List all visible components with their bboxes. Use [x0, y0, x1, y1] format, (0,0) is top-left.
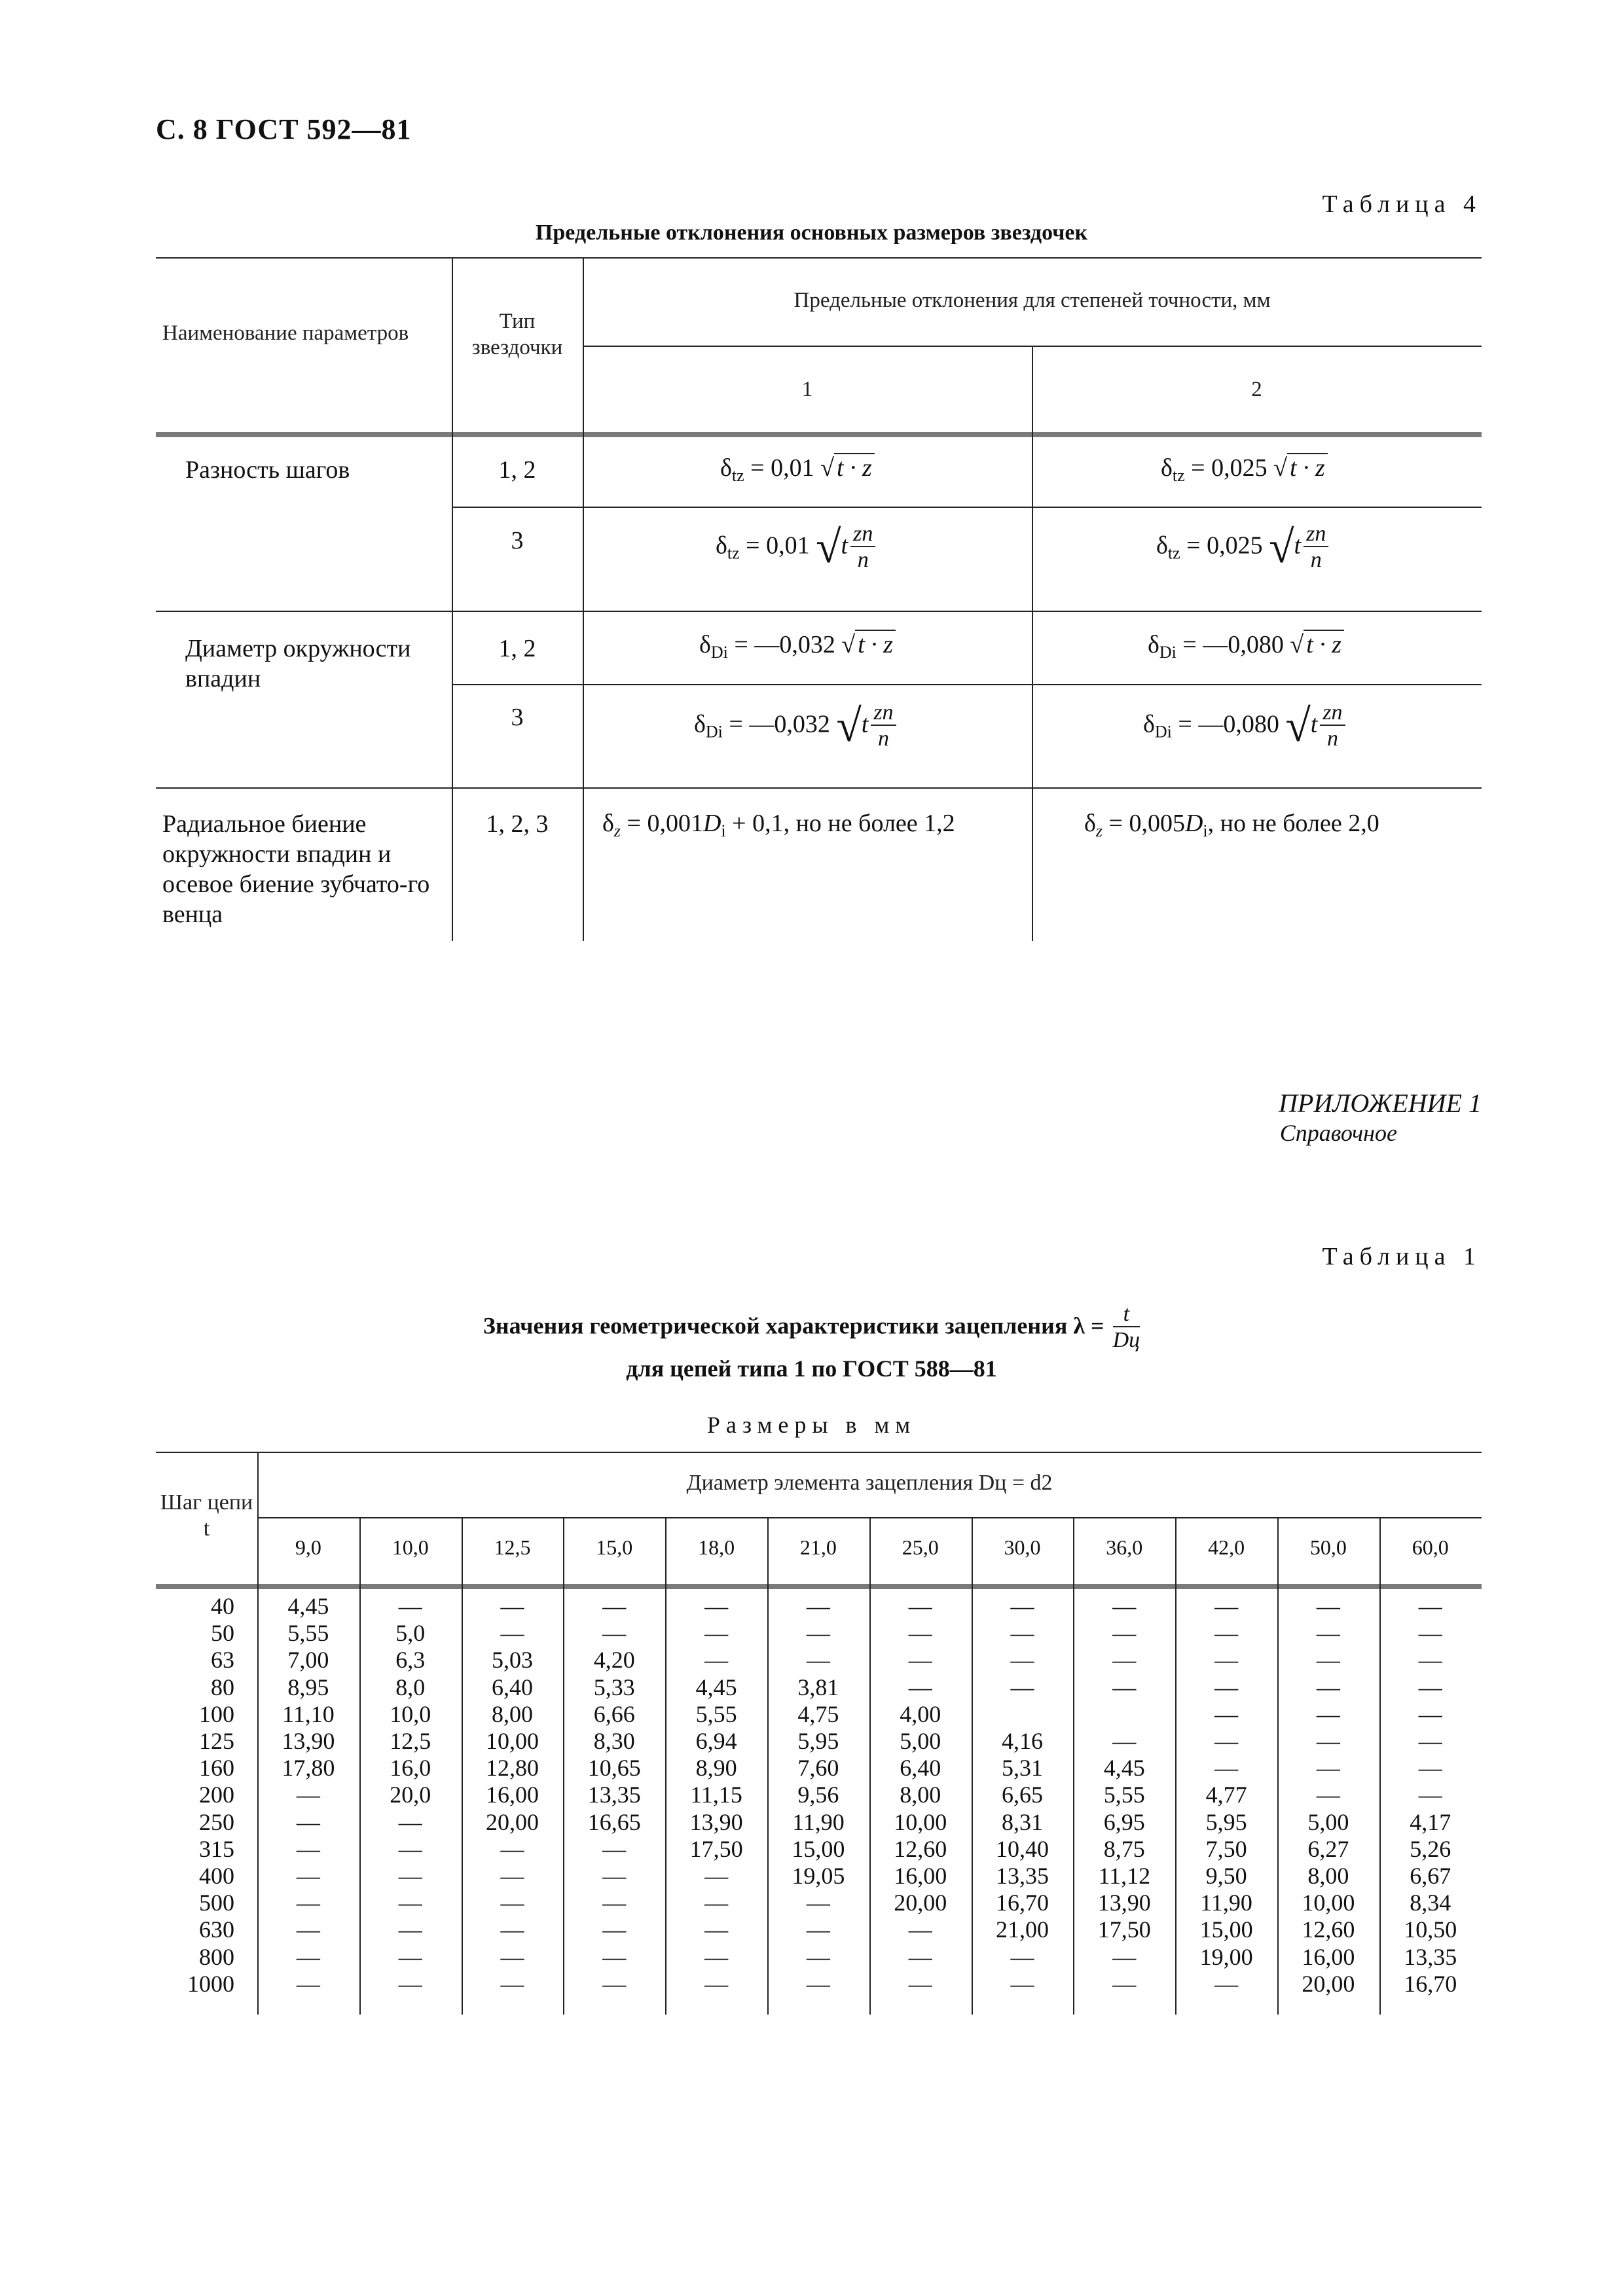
table-cell: 7,60 — [797, 1755, 839, 1782]
table-cell: 16,00 — [1302, 1943, 1355, 1970]
table-cell: — — [500, 1890, 524, 1916]
rule — [452, 257, 453, 941]
table-cell: 19,05 — [792, 1863, 845, 1889]
table-cell: 16,00 — [485, 1782, 539, 1808]
rule — [452, 684, 1482, 685]
table-cell: — — [1010, 1620, 1034, 1647]
rule — [156, 432, 1482, 437]
table-cell: 5,95 — [1205, 1808, 1247, 1835]
table4-label: Таблица 4 — [1322, 190, 1482, 218]
table-cell: 13,35 — [587, 1782, 641, 1808]
table-cell: 5,55 — [1103, 1782, 1145, 1808]
diameter-header: 10,0 — [392, 1535, 429, 1559]
step-value: 800 — [199, 1943, 234, 1970]
table-cell: — — [1418, 1782, 1442, 1808]
table-cell: 8,00 — [491, 1700, 533, 1727]
table-cell: — — [500, 1620, 524, 1647]
table-cell: — — [1316, 1728, 1340, 1754]
table-cell: — — [704, 1890, 729, 1916]
degree-1-header: 1 — [801, 378, 813, 401]
table-cell: 6,66 — [593, 1700, 635, 1727]
table-cell: — — [1214, 1755, 1239, 1782]
table-cell: — — [1316, 1782, 1340, 1808]
table-cell: 4,77 — [1205, 1782, 1247, 1808]
step-value: 50 — [211, 1620, 234, 1647]
table-cell: — — [398, 1970, 422, 1997]
diameter-header: 12,5 — [494, 1535, 531, 1559]
table-cell: 12,5 — [390, 1728, 431, 1754]
table-cell: — — [704, 1943, 729, 1970]
table-cell: 6,3 — [395, 1647, 426, 1674]
col-type-header: Тип звездочки — [471, 310, 563, 359]
table-cell: — — [1112, 1728, 1137, 1754]
degree-2-header: 2 — [1251, 378, 1262, 401]
rule — [156, 611, 1482, 612]
table-cell: 16,0 — [390, 1755, 431, 1782]
table-cell: 12,80 — [485, 1755, 539, 1782]
table-cell: 5,55 — [287, 1620, 329, 1647]
table-cell: — — [296, 1890, 320, 1916]
steps-column — [156, 1593, 234, 1998]
table-cell: 16,00 — [894, 1863, 947, 1889]
table-cell: — — [704, 1620, 729, 1647]
table-cell: — — [296, 1782, 320, 1808]
table-cell: 8,0 — [395, 1674, 426, 1700]
table-cell: 9,56 — [797, 1782, 839, 1808]
table-cell: — — [704, 1593, 729, 1619]
formula-r2b-d1: $\delta_{Di}$ = —0,032 √t $\frac{zn}{n}$ — [694, 701, 896, 752]
table-cell: 5,95 — [797, 1728, 839, 1754]
table-cell: — — [500, 1593, 524, 1619]
appendix-title: ПРИЛОЖЕНИЕ 1 — [1279, 1088, 1482, 1118]
rule — [583, 257, 584, 941]
table-cell: — — [1214, 1593, 1239, 1619]
step-value: 200 — [199, 1782, 234, 1808]
table-cell: — — [1418, 1674, 1442, 1700]
table-cell: — — [398, 1863, 422, 1889]
table-cell: — — [500, 1916, 524, 1943]
table-cell: — — [1112, 1970, 1137, 1997]
diameter-header: 42,0 — [1208, 1535, 1245, 1559]
table-cell: — — [398, 1943, 422, 1970]
table-cell: — — [704, 1647, 729, 1674]
table-cell: 11,90 — [1200, 1890, 1252, 1916]
table-cell: — — [1316, 1755, 1340, 1782]
table-cell: — — [1418, 1620, 1442, 1647]
table-cell: 13,90 — [282, 1728, 335, 1754]
rule — [156, 787, 1482, 789]
table-cell: 17,50 — [689, 1835, 743, 1862]
col-param-header: Наименование параметров — [162, 321, 409, 345]
table-cell: 5,33 — [593, 1674, 635, 1700]
table-cell: 6,40 — [491, 1674, 533, 1700]
table-cell: 6,40 — [900, 1755, 941, 1782]
table-cell: — — [806, 1970, 830, 1997]
table-cell: — — [398, 1808, 422, 1835]
diameter-header: 25,0 — [902, 1535, 939, 1559]
col-diam-header: Диаметр элемента зацепления Dц = d2 — [686, 1471, 1053, 1495]
col-step-header: Шаг цепи t — [160, 1490, 253, 1541]
table-cell: 13,90 — [1097, 1890, 1151, 1916]
table-cell: — — [1010, 1943, 1034, 1970]
table-cell: 5,31 — [1001, 1755, 1043, 1782]
table-cell: 10,65 — [587, 1755, 641, 1782]
table-cell: — — [1010, 1647, 1034, 1674]
table-cell: — — [908, 1674, 932, 1700]
table-cell: — — [1418, 1700, 1442, 1727]
table-cell: 17,50 — [1097, 1916, 1151, 1943]
table-cell: 6,94 — [695, 1728, 737, 1754]
type-cell: 1, 2 — [498, 456, 536, 484]
table-cell: — — [1010, 1674, 1034, 1700]
table-cell: — — [398, 1916, 422, 1943]
table4 — [156, 257, 1482, 941]
table-cell: 7,50 — [1205, 1835, 1247, 1862]
table-cell: 8,30 — [593, 1728, 635, 1754]
table-cell: — — [908, 1620, 932, 1647]
table-cell: — — [602, 1835, 627, 1862]
table-cell: — — [1214, 1620, 1239, 1647]
table-cell: — — [296, 1916, 320, 1943]
table-cell: — — [1112, 1593, 1137, 1619]
table-cell: — — [602, 1890, 627, 1916]
table-cell: — — [806, 1647, 830, 1674]
table-cell: — — [602, 1970, 627, 1997]
table-cell: — — [806, 1943, 830, 1970]
table-cell: — — [1112, 1647, 1137, 1674]
table-cell: — — [1214, 1700, 1239, 1727]
table-cell: — — [500, 1943, 524, 1970]
table-cell: — — [1010, 1593, 1034, 1619]
table-cell: — — [602, 1620, 627, 1647]
table-cell: — — [602, 1943, 627, 1970]
table-cell: 16,70 — [995, 1890, 1049, 1916]
table-cell: 11,12 — [1098, 1863, 1151, 1889]
formula-r3-d1: $\delta_z = 0,001D_i + 0,1$, но не более 1,2 — [602, 810, 955, 840]
table-cell: 10,00 — [485, 1728, 539, 1754]
table-cell: 9,50 — [1205, 1863, 1247, 1889]
param-root-diameter: Диаметр окружности впадин — [185, 635, 411, 692]
step-value: 400 — [199, 1863, 234, 1890]
table1-label: Таблица 1 — [1322, 1243, 1482, 1270]
page-header: С. 8 ГОСТ 592—81 — [156, 113, 412, 145]
table-cell: 3,81 — [797, 1674, 839, 1700]
table-cell: 16,65 — [587, 1808, 641, 1835]
table-cell: 8,95 — [287, 1674, 329, 1700]
table-cell: 19,00 — [1199, 1943, 1253, 1970]
step-value: 40 — [211, 1593, 234, 1619]
table-cell: 10,40 — [995, 1835, 1049, 1862]
table-cell: 10,50 — [1404, 1916, 1457, 1943]
table-cell: — — [704, 1970, 729, 1997]
table-cell: — — [1316, 1620, 1340, 1647]
table-cell: 4,16 — [1001, 1728, 1043, 1754]
formula-r1b-d2: $\delta_{tz} = 0,025$ √t $\frac{zn}{n}$ — [1156, 522, 1328, 573]
table-cell: — — [908, 1916, 932, 1943]
formula-r2a-d1: $\delta_{Di}$ = —0,032 √ t · z — [699, 630, 896, 662]
step-value: 125 — [199, 1728, 234, 1755]
table-cell: 5,26 — [1410, 1835, 1451, 1862]
type-cell: 3 — [511, 527, 524, 554]
table-cell: — — [398, 1835, 422, 1862]
table-cell: — — [296, 1808, 320, 1835]
table1 — [156, 1452, 1482, 2015]
table-cell: — — [1316, 1700, 1340, 1727]
table-cell: 6,95 — [1103, 1808, 1145, 1835]
step-value: 63 — [211, 1647, 234, 1674]
diameter-header: 30,0 — [1004, 1535, 1041, 1559]
table-cell: — — [806, 1620, 830, 1647]
type-cell: 3 — [511, 704, 524, 731]
table-cell: 10,0 — [390, 1700, 431, 1727]
step-value: 315 — [199, 1835, 234, 1862]
step-value: 80 — [211, 1674, 234, 1700]
table-cell: 11,90 — [792, 1808, 845, 1835]
table-cell: 4,45 — [695, 1674, 737, 1700]
table1-title-line2: для цепей типа 1 по ГОСТ 588—81 — [626, 1355, 997, 1382]
table-cell: — — [296, 1943, 320, 1970]
formula-r1a-d2: $\delta_{tz} = 0,025$ √ t · z — [1161, 454, 1328, 486]
table-cell: 5,0 — [395, 1620, 426, 1647]
step-value: 630 — [199, 1916, 234, 1943]
table-cell: — — [500, 1970, 524, 1997]
type-cell: 1, 2, 3 — [486, 810, 549, 838]
table-cell: 10,00 — [1302, 1890, 1355, 1916]
table-cell: — — [806, 1916, 830, 1943]
diameter-header: 36,0 — [1106, 1535, 1143, 1559]
table-cell: 5,00 — [900, 1728, 941, 1754]
param-runout: Радиальное биение окружности впадин и осевое биение зубчато-го венца — [162, 810, 430, 928]
table-cell: 15,00 — [792, 1835, 845, 1862]
table-cell: 13,35 — [995, 1863, 1049, 1889]
table-cell: 17,80 — [282, 1755, 335, 1782]
table-cell: — — [908, 1647, 932, 1674]
step-value: 250 — [199, 1808, 234, 1835]
table-cell: 8,00 — [900, 1782, 941, 1808]
diameter-header: 15,0 — [596, 1535, 633, 1559]
formula-r2a-d2: $\delta_{Di}$ = —0,080 √ t · z — [1148, 630, 1344, 662]
table-cell: — — [908, 1593, 932, 1619]
table-cell: 12,60 — [894, 1835, 947, 1862]
table-cell: — — [806, 1890, 830, 1916]
formula-r1a-d1: $\delta_{tz} = 0,01$ √ t · z — [720, 454, 875, 486]
table-cell: 4,17 — [1410, 1808, 1451, 1835]
table-cell: — — [1316, 1647, 1340, 1674]
table-cell: — — [908, 1943, 932, 1970]
table-cell: 16,70 — [1404, 1970, 1457, 1997]
table-cell: 8,90 — [695, 1755, 737, 1782]
table-cell: 20,00 — [894, 1890, 947, 1916]
table-cell: — — [1214, 1647, 1239, 1674]
table-cell: — — [1214, 1674, 1239, 1700]
table-cell: — — [296, 1970, 320, 1997]
table-cell: 5,00 — [1307, 1808, 1349, 1835]
rule — [156, 257, 1482, 259]
table-cell: 13,35 — [1404, 1943, 1457, 1970]
table-cell: 4,45 — [1103, 1755, 1145, 1782]
table-cell: — — [1316, 1674, 1340, 1700]
table-cell: — — [1112, 1674, 1137, 1700]
table-cell: 4,45 — [287, 1593, 329, 1619]
table-cell: 15,00 — [1199, 1916, 1253, 1943]
table-cell: — — [602, 1916, 627, 1943]
table-cell: 8,31 — [1001, 1808, 1043, 1835]
step-value: 160 — [199, 1755, 234, 1782]
diameter-header: 50,0 — [1309, 1535, 1347, 1559]
table-cell: — — [500, 1835, 524, 1862]
diameter-header: 60,0 — [1412, 1535, 1449, 1559]
rule — [452, 507, 1482, 508]
table-cell: 4,75 — [797, 1700, 839, 1727]
table-cell: 6,27 — [1307, 1835, 1349, 1862]
rule — [1032, 346, 1033, 941]
table-cell: 11,10 — [282, 1700, 335, 1727]
table-cell: 8,75 — [1103, 1835, 1145, 1862]
table4-title: Предельные отклонения основных размеров звездочек — [535, 221, 1088, 245]
table-cell: — — [1214, 1970, 1239, 1997]
table-cell: 5,03 — [491, 1647, 533, 1674]
table-cell: 12,60 — [1302, 1916, 1355, 1943]
table-cell: — — [704, 1916, 729, 1943]
table-cell: — — [500, 1863, 524, 1889]
table-cell: — — [296, 1835, 320, 1862]
diameter-header: 18,0 — [698, 1535, 735, 1559]
table-cell: 10,00 — [894, 1808, 947, 1835]
param-step-diff: Разность шагов — [185, 456, 350, 484]
rule — [156, 1452, 1482, 1453]
table-cell: — — [1418, 1647, 1442, 1674]
table-cell: — — [398, 1593, 422, 1619]
table-cell: 20,00 — [1302, 1970, 1355, 1997]
formula-r2b-d2: $\delta_{Di}$ = —0,080 √t $\frac{zn}{n}$ — [1143, 701, 1345, 752]
table1-title: Значения геометрической характеристики зацепления λ = $\frac{t}{Dц}$ — [483, 1302, 1140, 1352]
rule — [156, 1584, 1482, 1589]
table-cell: 8,00 — [1307, 1863, 1349, 1889]
table-cell: — — [908, 1970, 932, 1997]
table-cell: — — [1316, 1593, 1340, 1619]
table-cell: — — [1112, 1620, 1137, 1647]
appendix-subtitle: Справочное — [1279, 1120, 1397, 1146]
table-cell: — — [1418, 1593, 1442, 1619]
table-cell: 4,00 — [900, 1700, 941, 1727]
table-cell: — — [1418, 1755, 1442, 1782]
col-dev-header: Предельные отклонения для степеней точности, мм — [793, 289, 1271, 312]
table-cell: — — [1010, 1970, 1034, 1997]
diameter-header: 9,0 — [295, 1535, 321, 1559]
table-cell: — — [296, 1863, 320, 1889]
table-cell: 6,67 — [1410, 1863, 1451, 1889]
table-cell: 4,20 — [593, 1647, 635, 1674]
step-value: 100 — [199, 1700, 234, 1727]
table-cell: 20,00 — [485, 1808, 539, 1835]
table-cell: — — [1112, 1943, 1137, 1970]
units-caption: Размеры в мм — [706, 1412, 917, 1438]
diameter-header: 21,0 — [799, 1535, 837, 1559]
table-cell: 8,34 — [1410, 1890, 1451, 1916]
table-cell: 20,0 — [390, 1782, 431, 1808]
table-cell: — — [1418, 1728, 1442, 1754]
formula-r3-d2: $\delta_z = 0,005D_i$, но не более 2,0 — [1084, 810, 1379, 840]
table-cell: 7,00 — [287, 1647, 329, 1674]
table-cell: — — [602, 1593, 627, 1619]
table-cell: — — [398, 1890, 422, 1916]
table-cell: 11,15 — [690, 1782, 742, 1808]
table-cell: — — [806, 1593, 830, 1619]
table-cell: — — [1214, 1728, 1239, 1754]
table-cell: — — [704, 1863, 729, 1889]
type-cell: 1, 2 — [498, 635, 536, 662]
step-value: 1000 — [187, 1970, 234, 1997]
table-cell: 21,00 — [995, 1916, 1049, 1943]
formula-r1b-d1: $\delta_{tz} = 0,01$ √t $\frac{zn}{n}$ — [716, 522, 875, 573]
table-cell: — — [602, 1863, 627, 1889]
step-value: 500 — [199, 1890, 234, 1916]
table-cell: 6,65 — [1001, 1782, 1043, 1808]
table-cell: 5,55 — [695, 1700, 737, 1727]
table-cell: 13,90 — [689, 1808, 743, 1835]
